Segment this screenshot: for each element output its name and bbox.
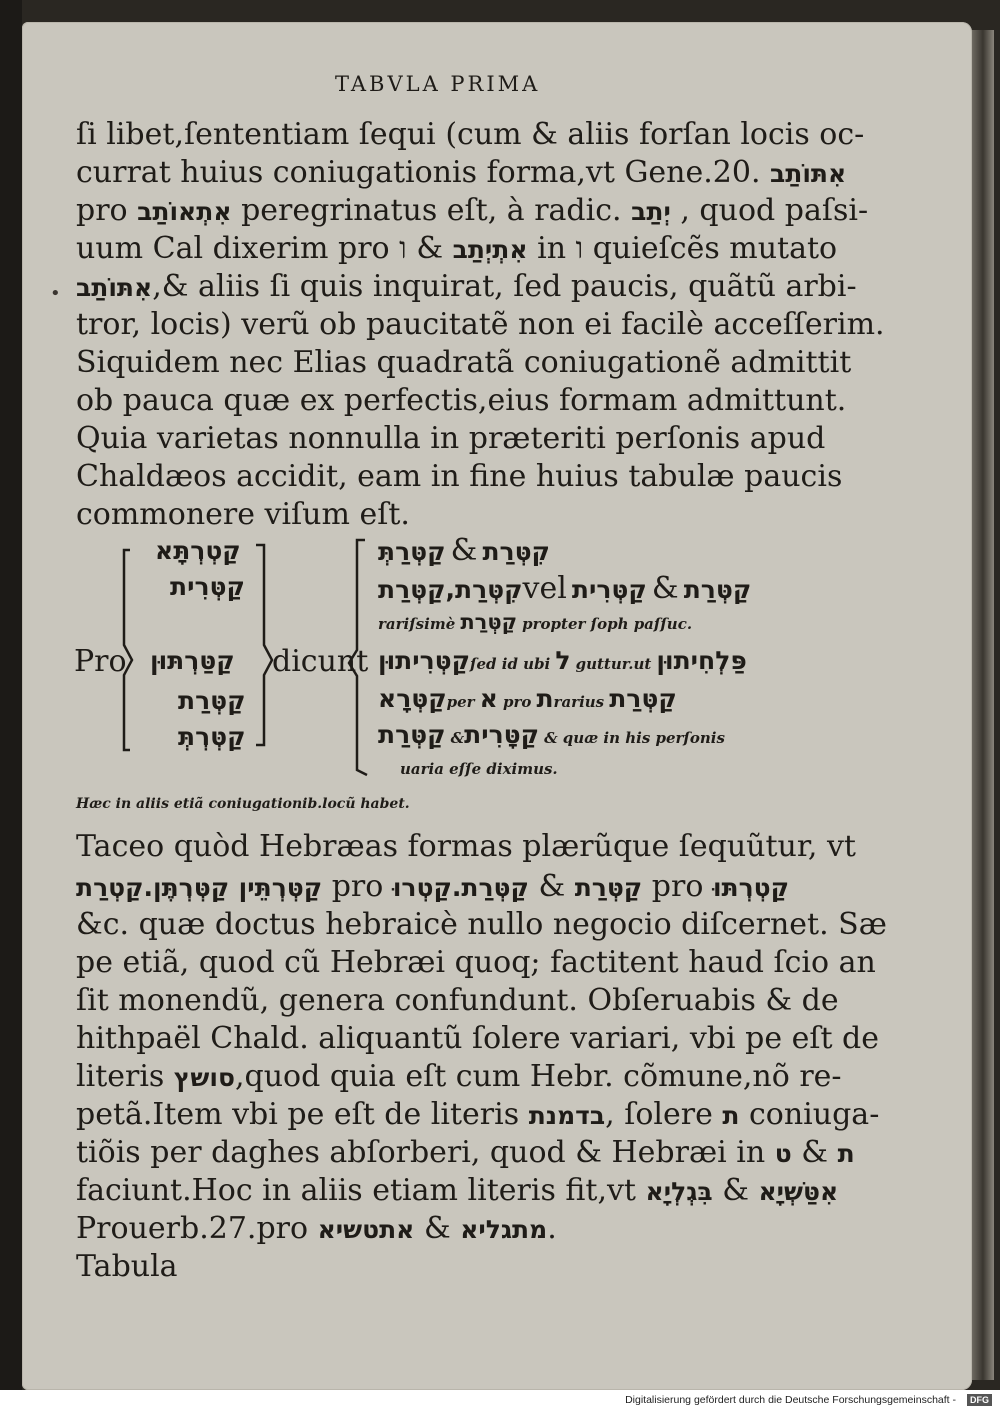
text-line: tror, locis) verũ ob paucitatẽ non ei facilè acceſſerim. xyxy=(76,307,885,342)
text-line: hithpaël Chald. aliquantũ ſolere variari, vbi pe eſt de xyxy=(76,1021,880,1056)
table-row: קַטְּרִיתוּןſed id ubi ל guttur.ut פַּלְחִיתוּן xyxy=(378,646,747,675)
right-brace xyxy=(345,535,371,780)
margin-mark: • xyxy=(50,283,61,304)
text-line: Siquidem nec Elias quadratã coniugationẽ admittit xyxy=(76,345,852,380)
credit-text: Digitalisierung gefördert durch die Deutsche Forschungsgemeinschaft - xyxy=(625,1394,956,1406)
text-line: tiõis per daghes abſorberi, quod & Hebræi in ת & ט xyxy=(76,1135,855,1170)
text-line: ſi libet,ſententiam ſequi (cum & aliis forſan locis oc- xyxy=(76,117,865,152)
text-line: commonere viſum eſt. xyxy=(76,497,410,532)
table-label-dicunt: dicunt xyxy=(272,644,369,679)
digitization-footer xyxy=(0,1390,1000,1414)
text-line: &c. quæ doctus hebraicè nullo negocio diſcernet. Sæ xyxy=(76,907,887,942)
table-row: קִטְּרַת,קַטְּרַתvel קַטְּרַת & קַטְּרִית xyxy=(378,571,752,606)
table-note: Hæc in aliis etiã coniugationib.locũ habet. xyxy=(76,796,410,812)
table-row: קַטְּרָאper א pro תrarius קַטְּרַת xyxy=(378,684,677,713)
text-line: ob pauca quæ ex perfectis,eius formam admittunt. xyxy=(76,383,847,418)
text-line: Quia varietas nonnulla in præteriti perſonis apud xyxy=(76,421,826,456)
catchword: Tabula xyxy=(76,1249,178,1284)
dfg-logo: DFG xyxy=(967,1394,992,1406)
text-line: faciunt.Hoc in aliis etiam literis fit,vt אִטַּשְׁיָא & בִּגְלְיָא xyxy=(76,1173,839,1208)
text-line: currat huius coniugationis forma,vt Gene.20. אִתּוֹתַב xyxy=(76,155,847,190)
table-row: rariſsimè קַטְּרַת propter ſoph paſſuc. xyxy=(378,610,693,634)
page-fore-edge xyxy=(972,30,994,1380)
table-row: קִטְּרַת & קַטְּרַתְּ xyxy=(378,533,550,568)
text-line: pe etiã, quod cũ Hebræi quoq; factitent haud ſcio an xyxy=(76,945,876,980)
text-line: literis סושץ,quod quia eſt cum Hebr. cõmune,nõ re- xyxy=(76,1059,842,1094)
scan-left-edge xyxy=(0,0,22,1414)
table-row: קַטָּרִית& קַטְּרַת & quæ in his perſonis xyxy=(378,720,725,749)
text-line: קַטְּרְתֵּין קַטְּרְתֶּן.קַטְרַת pro קַטְּרַת & קַטְּרַת.קַטְרוּ pro קַטְרְתּוּ xyxy=(76,869,790,904)
text-line: Prouerb.27.pro מתגליא & אתטשיא . xyxy=(76,1211,557,1246)
form-cell: קַטְּרְתְּ xyxy=(178,722,246,751)
table-row: uaria eſſe diximus. xyxy=(400,760,558,778)
text-line: pro אִתְאוֹתַב peregrinatus eſt, à radic. יְתַב , quod paſsi- xyxy=(76,193,869,228)
text-line: אִתּוֹתַב,& aliis ſi quis inquirat, ſed paucis, quãtũ arbi- xyxy=(76,269,857,304)
text-line: Taceo quòd Hebræas formas plærũque ſequũtur, vt xyxy=(76,829,856,864)
form-cell: קַטְרְתָּא xyxy=(155,536,241,565)
running-header: TABVLA PRIMA xyxy=(335,72,541,96)
left-brace xyxy=(118,545,138,755)
text-line: uum Cal dixerim pro אִתְיְתַב & ו in ו quieſcẽs mutato xyxy=(76,231,838,266)
table-label-pro: Pro xyxy=(74,644,127,679)
form-cell: קַטְּרִית xyxy=(170,572,245,601)
form-cell: קַטַּרְתּוּן xyxy=(150,646,235,675)
text-line: ſit monendũ, genera confundunt. Obſeruabis & de xyxy=(76,983,839,1018)
text-line: petã.Item vbi pe eſt de literis בדמנת, ſolere ת coniuga- xyxy=(76,1097,880,1132)
form-cell: קַטְּרַת xyxy=(178,686,246,715)
middle-brace xyxy=(252,540,274,750)
text-line: Chaldæos accidit, eam in fine huius tabulæ paucis xyxy=(76,459,843,494)
